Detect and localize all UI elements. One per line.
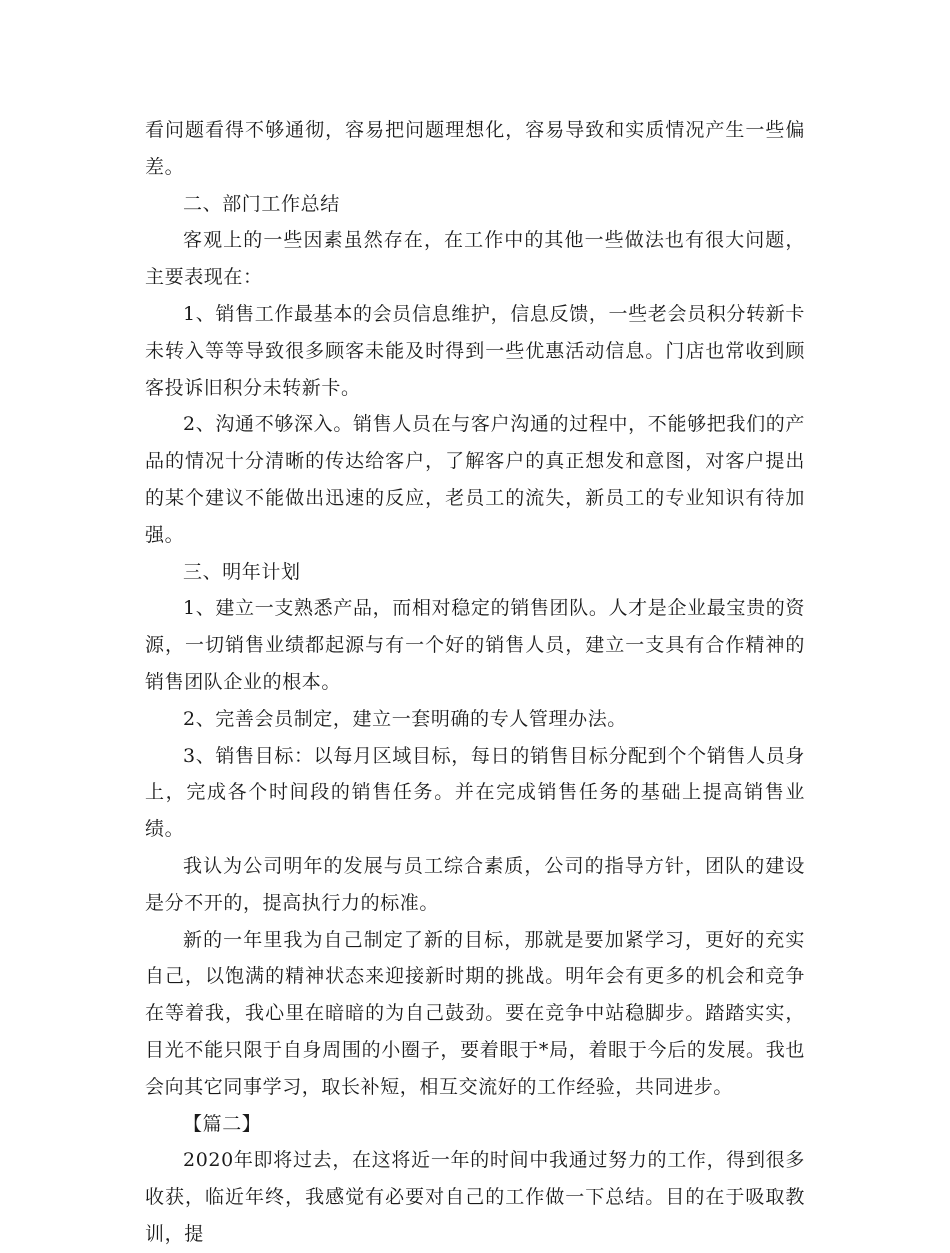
paragraph: 2、完善会员制定，建立一套明确的专人管理办法。 (183, 707, 627, 730)
section-heading-part-two: 【篇二】 (183, 1112, 262, 1135)
paragraph: 2020年即将过去，在这将近一年的时间中我通过努力的工作，得到很多收获，临近年终，我感觉有必要对自己的工作做一下总结。目的在于吸取教训，提 (145, 1149, 805, 1245)
paragraph: 1、销售工作最基本的会员信息维护，信息反馈，一些老会员积分转新卡未转入等等导致很多顾客未能及时得到一些优惠活动信息。门店也常收到顾客投诉旧积分未转新卡。 (145, 302, 805, 399)
document-body (145, 112, 805, 1253)
paragraph: 2、沟通不够深入。销售人员在与客户沟通的过程中，不能够把我们的产品的情况十分清晰的传达给客户，了解客户的真正想发和意图，对客户提出的某个建议不能做出迅速的反应，老员工的流失，新员工的专业知识有待加强。 (145, 413, 805, 546)
paragraph: 1、建立一支熟悉产品，而相对稳定的销售团队。人才是企业最宝贵的资源，一切销售业绩都起源与有一个好的销售人员，建立一支具有合作精神的销售团队企业的根本。 (145, 597, 805, 693)
section-heading-next-year-plan: 三、明年计划 (183, 560, 301, 583)
paragraph-continuation: 看问题看得不够通彻，容易把问题理想化，容易导致和实质情况产生一些偏差。 (145, 119, 805, 178)
paragraph: 我认为公司明年的发展与员工综合素质，公司的指导方针，团队的建设是分不开的，提高执行力的标准。 (145, 854, 805, 914)
paragraph: 客观上的一些因素虽然存在，在工作中的其他一些做法也有很大问题，主要表现在： (145, 229, 805, 289)
paragraph: 3、销售目标：以每月区域目标，每日的销售目标分配到个个销售人员身上，完成各个时间段的销售任务。并在完成销售任务的基础上提高销售业绩。 (145, 744, 805, 841)
section-heading-department-summary: 二、部门工作总结 (183, 192, 340, 215)
paragraph: 新的一年里我为自己制定了新的目标，那就是要加紧学习，更好的充实自己，以饱满的精神状态来迎接新时期的挑战。明年会有更多的机会和竞争在等着我，我心里在暗暗的为自己鼓劲。要在竞争中站稳脚步。踏踏实实，目光不能只限于自身周围的小圈子，要着眼于*局，着眼于今后的发展。我也会向其它同事学习，取长补短，相互交流好的工作经验，共同进步。 (145, 928, 805, 1098)
